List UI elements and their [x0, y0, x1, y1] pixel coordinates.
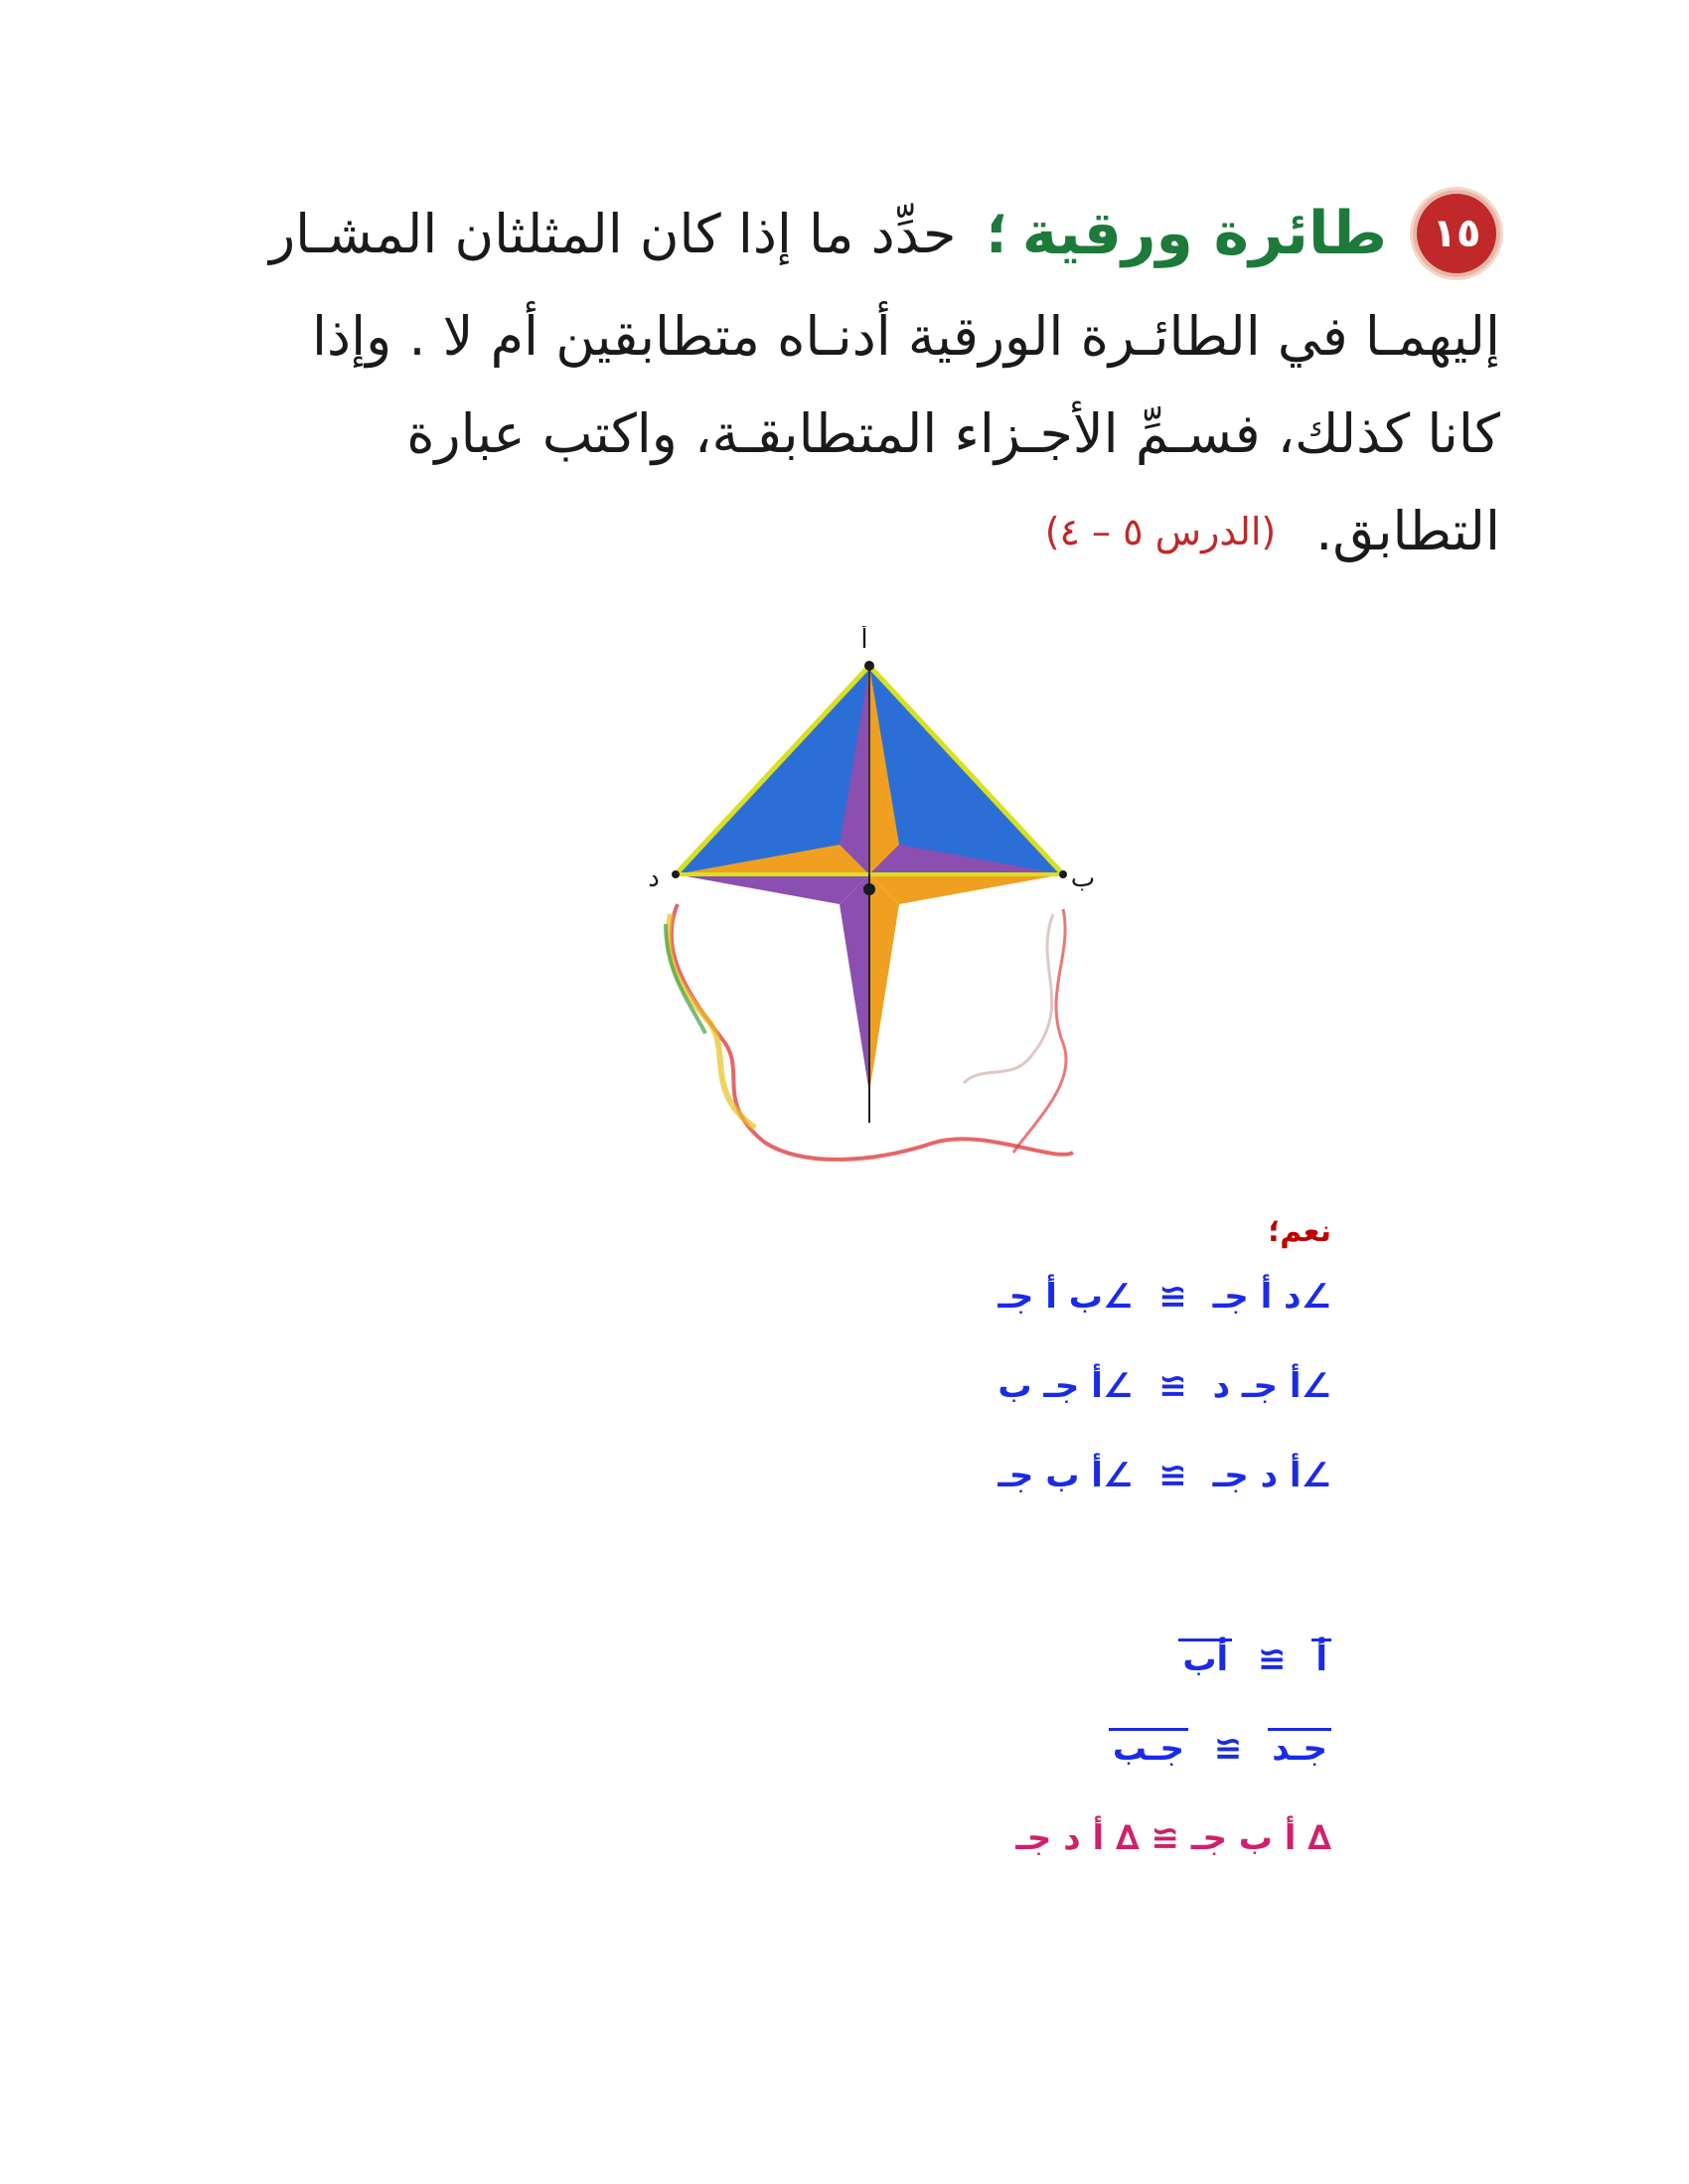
question-body	[278, 288, 1500, 580]
kite-star-bottom-left	[840, 874, 869, 1093]
kite-figure	[636, 626, 1103, 1182]
segment-1-left: أ	[1311, 1638, 1331, 1678]
vertex-label-right: ب	[1070, 863, 1096, 893]
angle-1-rel: ≅	[1158, 1277, 1187, 1317]
triangle-congruence-statement: ∆ أ ب جـ ≅ ∆ أ د جـ	[1015, 1818, 1331, 1858]
question-header	[269, 179, 1500, 288]
angle-statement-1	[636, 1252, 1331, 1341]
answer-block	[636, 1212, 1331, 1883]
segment-1-rel: ≅	[1258, 1639, 1287, 1679]
segment-statement-2	[636, 1704, 1331, 1794]
question-title: طائرة ورقية	[1021, 199, 1387, 268]
question-line-3: كانا كذلك، فسـمِّ الأجـزاء المتطابقـة، واكتب عبارة	[406, 402, 1500, 465]
answer-gap	[636, 1520, 1331, 1615]
question-title-colon: ؛	[986, 201, 1008, 266]
kite-tail-yellow	[669, 914, 755, 1128]
kite-star-right-bottom	[869, 874, 1063, 904]
segment-2-left: جـد	[1268, 1728, 1331, 1768]
segment-2-right: جـب	[1109, 1728, 1188, 1768]
vertex-right-dot	[1059, 870, 1067, 878]
angle-2-left: ∠أ جـ د	[1212, 1366, 1331, 1406]
question-block	[269, 179, 1500, 580]
answer-intro: نعم؛	[1268, 1214, 1331, 1249]
segment-statement-1	[636, 1615, 1331, 1704]
vertex-label-left: د	[648, 863, 660, 893]
angle-2-rel: ≅	[1158, 1366, 1187, 1406]
vertex-center-dot	[863, 883, 875, 895]
angle-3-right: ∠أ ب جـ	[998, 1456, 1134, 1495]
angle-1-left: ∠د أ جـ	[1212, 1277, 1331, 1317]
angle-statement-2	[636, 1341, 1331, 1431]
lesson-reference: (الدرس ٥ – ٤)	[1044, 510, 1277, 553]
question-last-line	[278, 483, 1500, 580]
angle-statement-3	[636, 1431, 1331, 1520]
angle-3-rel: ≅	[1158, 1456, 1187, 1495]
kite-diagram	[636, 626, 1103, 1182]
vertex-label-top: أ	[860, 626, 868, 655]
kite-tail-right	[1013, 909, 1066, 1153]
kite-star-bottom-right	[869, 874, 899, 1093]
vertex-left-dot	[672, 870, 680, 878]
question-line-2: إليهمـا في الطائـرة الورقية أدنـاه متطابقين أم لا . وإذا	[312, 305, 1500, 368]
angle-1-right: ∠ب أ جـ	[998, 1277, 1134, 1317]
segment-1-right: أب	[1178, 1638, 1232, 1678]
angle-3-left: ∠أ د جـ	[1212, 1456, 1331, 1495]
question-line-4: التطابق.	[1315, 500, 1500, 562]
kite-star-left-bottom	[676, 874, 869, 904]
question-number-badge: ١٥	[1413, 190, 1500, 277]
question-line-1: حدِّد ما إذا كان المثلثان المشـار	[269, 202, 957, 265]
vertex-top-dot	[864, 661, 874, 671]
kite-tail-right-2	[964, 914, 1053, 1083]
angle-2-right: ∠أ جـ ب	[998, 1366, 1134, 1406]
segment-2-rel: ≅	[1213, 1729, 1243, 1769]
